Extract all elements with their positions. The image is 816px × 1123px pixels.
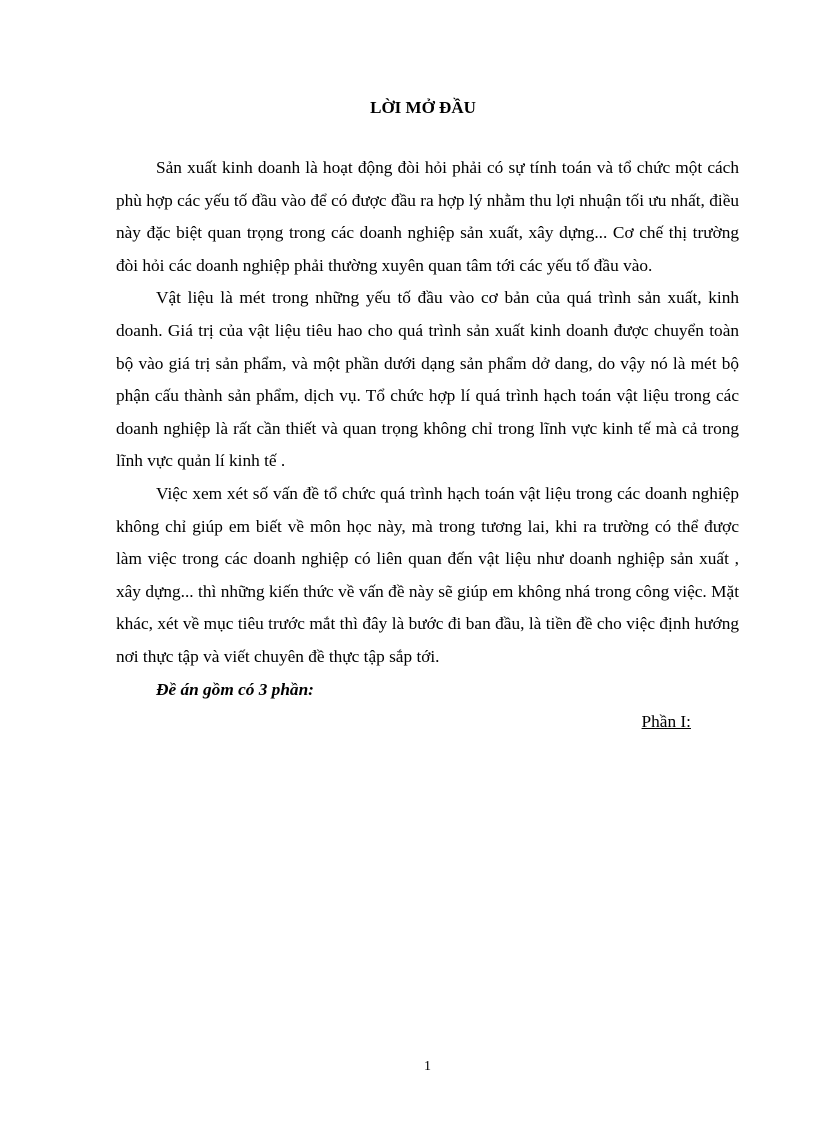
paragraph-2: Vật liệu là mét trong những yếu tố đầu vào cơ bản của quá trình sản xuất, kinh doanh. Giá trị của vật liệu tiêu hao cho quá trình sản xuất kinh doanh được chuyển toàn bộ vào giá trị sản phẩm, và một phần dưới dạng sản phẩm dở dang, do vậy nó là mét bộ phận cấu thành sản phẩm, dịch vụ. Tổ chức hợp lí quá trình hạch toán vật liệu trong các doanh nghiệp là rất cần thiết và quan trọng không chỉ trong lĩnh vực kinh tế mà cả trong lĩnh vực quản lí kinh tế . [116, 288, 739, 471]
part-label: Phần I: [641, 712, 691, 732]
outline-heading: Đề án gồm có 3 phần: [156, 679, 314, 699]
paragraph-1: Sản xuất kinh doanh là hoạt động đòi hỏi phải có sự tính toán và tổ chức một cách phù hợp các yếu tố đầu vào để có được đầu ra hợp lý nhằm thu lợi nhuận tối ưu nhất, điều này đặc biệt quan trọng trong các doanh nghiệp sản xuất, xây dựng... Cơ chế thị trường đòi hỏi các doanh nghiệp phải thường xuyên quan tâm tới các yếu tố đầu vào. [116, 158, 739, 275]
document-body [116, 152, 739, 739]
paragraph-3: Việc xem xét số vấn đề tổ chức quá trình hạch toán vật liệu trong các doanh nghiệp không chỉ giúp em biết về môn học này, mà trong tương lai, khi ra trường có thể được làm việc trong các doanh nghiệp có liên quan đến vật liệu như doanh nghiệp sản xuất , xây dựng... thì những kiến thức về vấn đề này sẽ giúp em không nhá trong công việc. Mặt khác, xét về mục tiêu trước mắt thì đây là bước đi ban đầu, là tiền đề cho việc định hướng nơi thực tập và viết chuyên đề thực tập sắp tới. [116, 483, 739, 666]
part-label-row [116, 706, 739, 739]
page-title: LỜI MỞ ĐẦU [370, 98, 476, 117]
page-number: 1 [424, 1059, 431, 1074]
